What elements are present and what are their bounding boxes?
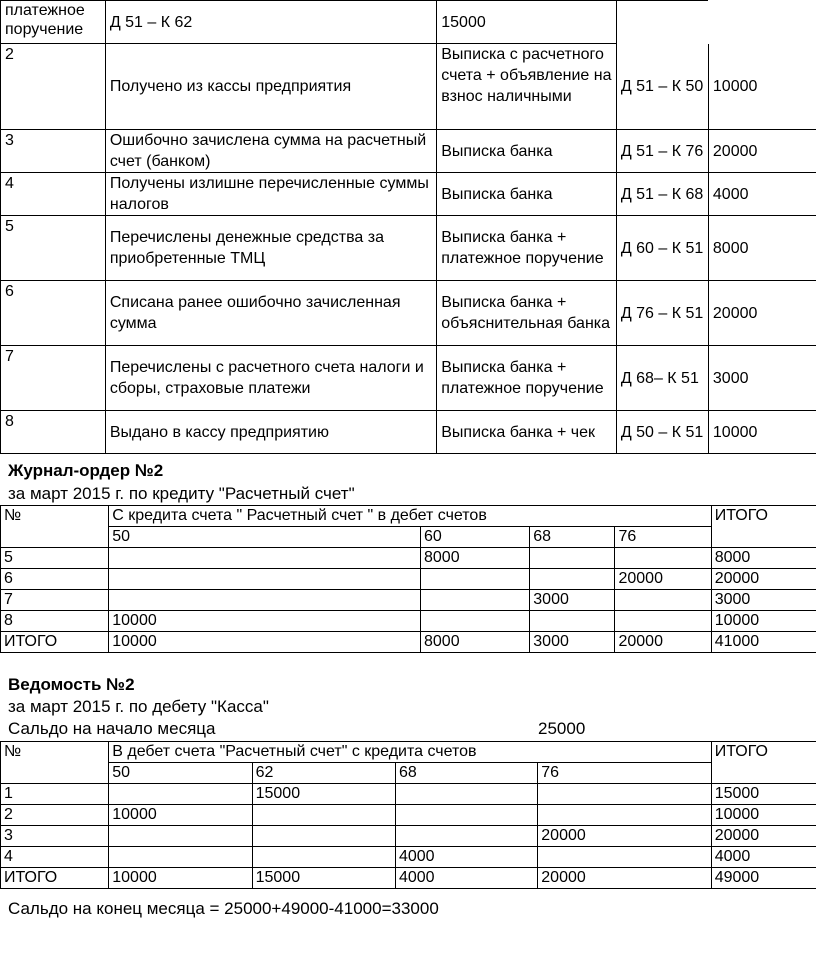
- table-row: [1, 346, 816, 411]
- op-entry: Д 51 – К 50: [616, 44, 708, 130]
- row-num: 6: [1, 569, 109, 590]
- table-row: [1, 130, 816, 173]
- op-amount: 20000: [708, 130, 816, 173]
- op-desc: Получены излишне перечисленные суммы налогов: [105, 173, 436, 216]
- op-entry: Д 68– К 51: [616, 346, 708, 411]
- operations-table: [0, 0, 816, 454]
- cell-76: 20000: [615, 569, 711, 590]
- cell-76: [615, 590, 711, 611]
- table-row: [1, 611, 816, 632]
- row-num: 3: [1, 826, 109, 847]
- amount-cell: 15000: [437, 1, 617, 44]
- journal-account-76: 76: [615, 527, 711, 548]
- table-row: [1, 569, 816, 590]
- op-doc: Выписка с расчетного счета + объявление на взнос наличными: [437, 44, 617, 130]
- cell-total: 15000: [711, 784, 816, 805]
- cell-76: [538, 847, 711, 868]
- journal-account-60: 60: [421, 527, 530, 548]
- op-desc: Перечислены денежные средства за приобретенные ТМЦ: [105, 216, 436, 281]
- cell-total: 4000: [711, 847, 816, 868]
- cell-76: 20000: [538, 868, 711, 889]
- cell-68: 4000: [395, 868, 537, 889]
- op-entry: Д 76 – К 51: [616, 281, 708, 346]
- op-doc: Выписка банка: [437, 130, 617, 173]
- op-amount: 20000: [708, 281, 816, 346]
- cell-68: [395, 805, 537, 826]
- cell-total: 41000: [711, 632, 816, 653]
- table-row: [1, 506, 816, 527]
- cell-62: 15000: [252, 868, 395, 889]
- cell-60: [421, 569, 530, 590]
- journal-header-group: С кредита счета " Расчетный счет " в дебет счетов: [109, 506, 711, 527]
- journal-title: Журнал-ордер №2: [8, 461, 164, 480]
- cell-total: 20000: [711, 569, 816, 590]
- cell-62: [252, 826, 395, 847]
- cell-50: [109, 826, 252, 847]
- table-row: [1, 805, 816, 826]
- cell-50: 10000: [109, 611, 421, 632]
- cell-total: 10000: [711, 805, 816, 826]
- op-desc: Перечислены с расчетного счета налоги и сборы, страховые платежи: [105, 346, 436, 411]
- cell-total: 49000: [711, 868, 816, 889]
- table-row: [1, 847, 816, 868]
- row-num: 8: [1, 611, 109, 632]
- journal-account-50: 50: [109, 527, 421, 548]
- op-doc: Выписка банка: [437, 173, 617, 216]
- ledger-table: [0, 741, 816, 889]
- op-doc: Выписка банка + чек: [437, 411, 617, 454]
- cell-68: [530, 548, 615, 569]
- ledger-opening-value: 25000: [538, 719, 586, 738]
- op-amount: 8000: [708, 216, 816, 281]
- table-row: [1, 826, 816, 847]
- cell-50: [109, 590, 421, 611]
- table-row: [1, 281, 816, 346]
- row-num: 4: [1, 847, 109, 868]
- op-num: 7: [1, 346, 106, 411]
- cell-76: [615, 611, 711, 632]
- row-num: ИТОГО: [1, 868, 109, 889]
- cell-68: [530, 569, 615, 590]
- op-num: 5: [1, 216, 106, 281]
- cell-68: [395, 826, 537, 847]
- op-doc: Выписка банка + платежное поручение: [437, 346, 617, 411]
- op-num: 8: [1, 411, 106, 454]
- cell-60: [421, 611, 530, 632]
- journal-subtitle: за март 2015 г. по кредиту "Расчетный счет": [8, 484, 355, 503]
- ledger-header-num: №: [1, 742, 109, 784]
- cell-68: 3000: [530, 590, 615, 611]
- table-row: [1, 411, 816, 454]
- ledger-subtitle: за март 2015 г. по дебету "Касса": [8, 697, 269, 716]
- cell-62: 15000: [252, 784, 395, 805]
- row-num: 2: [1, 805, 109, 826]
- journal-header-total: ИТОГО: [711, 506, 816, 548]
- ledger-header-total: ИТОГО: [711, 742, 816, 784]
- table-row: [1, 527, 816, 548]
- cell-total: 20000: [711, 826, 816, 847]
- journal-header-num: №: [1, 506, 109, 548]
- cell-50: 10000: [109, 868, 252, 889]
- doc-cell: платежное поручение: [1, 1, 106, 44]
- cell-76: [538, 784, 711, 805]
- op-amount: 10000: [708, 411, 816, 454]
- op-desc: Получено из кассы предприятия: [105, 44, 436, 130]
- cell-76: 20000: [615, 632, 711, 653]
- ledger-title: Ведомость №2: [8, 675, 135, 694]
- table-row: [1, 590, 816, 611]
- ledger-closing: Сальдо на конец месяца = 25000+49000-41000=33000: [8, 899, 439, 918]
- table-row: [1, 216, 816, 281]
- cell-76: [538, 805, 711, 826]
- ledger-account-62: 62: [252, 763, 395, 784]
- cell-76: 20000: [538, 826, 711, 847]
- ledger-header-group: В дебет счета "Расчетный счет" с кредита счетов: [109, 742, 711, 763]
- cell-68: [530, 611, 615, 632]
- cell-68: 3000: [530, 632, 615, 653]
- cell-total: 10000: [711, 611, 816, 632]
- op-num: 6: [1, 281, 106, 346]
- row-num: 1: [1, 784, 109, 805]
- journal-table: [0, 505, 816, 653]
- cell-total: 8000: [711, 548, 816, 569]
- cell-50: [109, 569, 421, 590]
- row-num: 5: [1, 548, 109, 569]
- table-row: [1, 173, 816, 216]
- op-desc: Выдано в кассу предприятию: [105, 411, 436, 454]
- op-desc: Списана ранее ошибочно зачисленная сумма: [105, 281, 436, 346]
- table-row: [1, 1, 816, 44]
- cell-76: [615, 548, 711, 569]
- cell-50: [109, 548, 421, 569]
- cell-60: 8000: [421, 632, 530, 653]
- row-num: ИТОГО: [1, 632, 109, 653]
- op-entry: Д 60 – К 51: [616, 216, 708, 281]
- op-amount: 10000: [708, 44, 816, 130]
- cell-50: 10000: [109, 632, 421, 653]
- table-row: [1, 763, 816, 784]
- ledger-opening-label: Сальдо на начало месяца: [8, 719, 216, 738]
- op-entry: Д 51 – К 76: [616, 130, 708, 173]
- table-row: [1, 548, 816, 569]
- journal-account-68: 68: [530, 527, 615, 548]
- cell-50: [109, 847, 252, 868]
- cell-60: [421, 590, 530, 611]
- cell-50: [109, 784, 252, 805]
- cell-60: 8000: [421, 548, 530, 569]
- op-desc: Ошибочно зачислена сумма на расчетный счет (банком): [105, 130, 436, 173]
- op-entry: Д 50 – К 51: [616, 411, 708, 454]
- op-doc: Выписка банка + объяснительная банка: [437, 281, 617, 346]
- table-row: [1, 784, 816, 805]
- table-row: [1, 632, 816, 653]
- op-amount: 3000: [708, 346, 816, 411]
- op-num: 3: [1, 130, 106, 173]
- ledger-account-76: 76: [538, 763, 711, 784]
- op-amount: 4000: [708, 173, 816, 216]
- cell-68: [395, 784, 537, 805]
- ledger-account-50: 50: [109, 763, 252, 784]
- cell-62: [252, 847, 395, 868]
- op-num: 4: [1, 173, 106, 216]
- op-num: 2: [1, 44, 106, 130]
- cell-50: 10000: [109, 805, 252, 826]
- cell-68: 4000: [395, 847, 537, 868]
- table-row: [1, 868, 816, 889]
- ledger-account-68: 68: [395, 763, 537, 784]
- cell-62: [252, 805, 395, 826]
- op-entry: Д 51 – К 68: [616, 173, 708, 216]
- row-num: 7: [1, 590, 109, 611]
- table-row: [1, 44, 816, 130]
- table-row: [1, 742, 816, 763]
- cell-total: 3000: [711, 590, 816, 611]
- op-doc: Выписка банка + платежное поручение: [437, 216, 617, 281]
- entry-cell: Д 51 – К 62: [105, 1, 436, 44]
